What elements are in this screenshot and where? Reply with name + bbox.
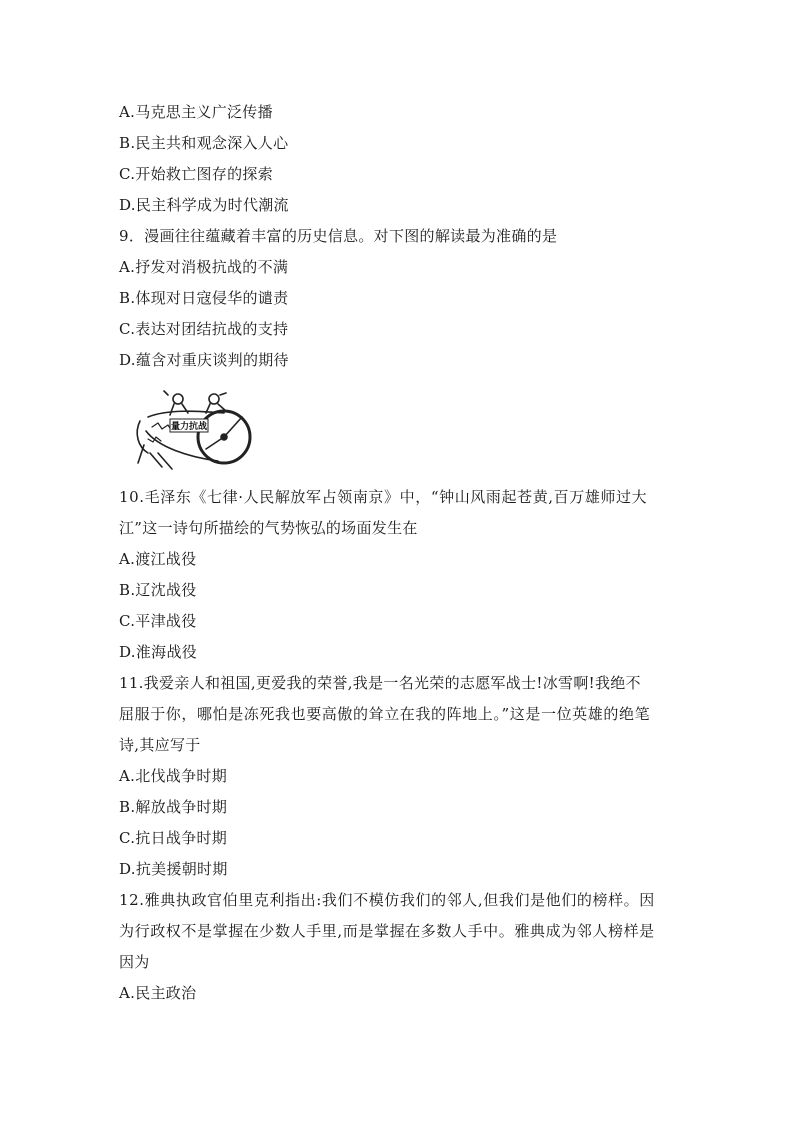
q8-option-d: D.民主科学成为时代潮流: [119, 196, 289, 214]
q11-stem-line-2: 屈服于你，哪怕是冻死我也要高傲的耸立在我的阵地上。”这是一位英雄的绝笔: [119, 705, 651, 723]
q8-option-a: A.马克思主义广泛传播: [119, 103, 273, 121]
q10-stem-line-1: 10.毛泽东《七律·人民解放军占领南京》中，“钟山风雨起苍黄,百万雄师过大: [119, 488, 648, 506]
q12-stem-line-1: 12.雅典执政官伯里克利指出:我们不模仿我们的邻人,但我们是他们的榜样。因: [119, 891, 655, 909]
q10-option-b: B.辽沈战役: [119, 581, 197, 599]
q10-option-d: D.淮海战役: [119, 643, 198, 661]
q8-option-c: C.开始救亡图存的探索: [119, 165, 274, 183]
q10-option-c: C.平津战役: [119, 612, 197, 630]
q9-stem: 9．漫画往往蕴藏着丰富的历史信息。对下图的解读最为准确的是: [119, 227, 558, 245]
q10-stem-line-2: 江”这一诗句所描绘的气势恢弘的场面发生在: [119, 519, 418, 537]
q11-option-d: D.抗美援朝时期: [119, 860, 228, 878]
q10-option-a: A.渡江战役: [119, 550, 197, 568]
q9-option-b: B.体现对日寇侵华的谴责: [119, 289, 289, 307]
q9-option-c: C.表达对团结抗战的支持: [119, 320, 289, 338]
q11-option-a: A.北伐战争时期: [119, 767, 228, 785]
q11-stem-line-3: 诗,其应写于: [119, 736, 201, 754]
q9-option-a: A.抒发对消极抗战的不满: [119, 258, 289, 276]
q12-stem-line-3: 因为: [119, 953, 150, 971]
q8-option-b: B.民主共和观念深入人心: [119, 134, 289, 152]
q12-stem-line-2: 为行政权不是掌握在少数人手里,而是掌握在多数人手中。雅典成为邻人榜样是: [119, 922, 655, 940]
q11-option-b: B.解放战争时期: [119, 798, 228, 816]
cartoon-illustration: [128, 387, 260, 473]
q11-stem-line-1: 11.我爱亲人和祖国,更爱我的荣誉,我是一名光荣的志愿军战士!冰雪啊!我绝不: [119, 674, 641, 692]
q12-option-a: A.民主政治: [119, 984, 197, 1002]
cartoon-label: 量力抗战: [170, 422, 208, 432]
q11-option-c: C.抗日战争时期: [119, 829, 228, 847]
q9-option-d: D.蕴含对重庆谈判的期待: [119, 351, 289, 369]
